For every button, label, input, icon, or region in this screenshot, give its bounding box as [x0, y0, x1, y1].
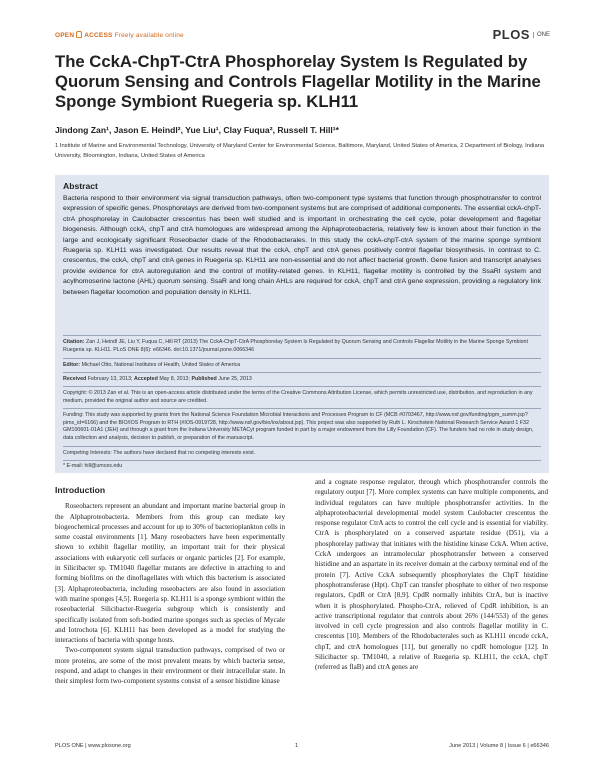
divider: [63, 446, 541, 447]
divider: [63, 335, 541, 336]
article-title: The CckA-ChpT-CtrA Phosphorelay System Is Regulated by Quorum Sensing and Controls Flagellar Motility in the Marine Sponge Symbiont Ruegeria sp. KLH11: [55, 52, 541, 111]
dates: [63, 376, 541, 384]
divider: [63, 408, 541, 409]
plos-one-label: ONE: [533, 32, 550, 38]
editor-text: Michael Otto, National Institutes of Health, United States of America: [81, 362, 241, 368]
abstract-box: [55, 175, 549, 473]
competing-interests: Competing Interests: The authors have declared that no competing interests exist.: [63, 450, 256, 456]
plos-brand: PLOS: [492, 27, 530, 42]
introduction-heading: Introduction: [55, 485, 106, 495]
abstract-text: Bacteria respond to their environment via signal transduction pathways, often two-component type systems that function through phosphotransfer to control expression of specific genes. Phosphorelays are derived from two-component systems but are comprised of additional components. The essential cckA-chpT-ctrA phosphorelay in Caulobacter crescentus has been well studied and is important in orchestrating the cell cycle, polar development and flagellar biogenesis. Although cckA, chpT and ctrA homologues are widespread among the Alphaproteobacteria, relatively few is known about their function in the large and ecologically significant Roseobacter clade of the Rhodobacterales. In this study the cckA-chpT-ctrA system of the marine sponge symbiont Ruegeria sp. KLH11 was investigated. Our results reveal that the cckA, chpT and ctrA genes positively control flagellar biosynthesis. In contrast to C. crescentus, the cckA, chpT and ctrA genes in Ruegeria sp. KLH11 are non-essential and do not affect bacterial growth. Gene fusion and transcript analyses provide evidence for ctrA autoregulation and the control of motility-related genes. In KLH11, flagellar motility is controlled by the SsaRI system and acylhomoserine lactone (AHL) quorum sensing. SsaR and long chain AHLs are required for cckA, chpT and ctrA gene expression, providing a regulatory link between flagellar locomotion and population density in KLH11.: [63, 195, 541, 296]
intro-paragraph-2: Two-component system signal transduction pathways, comprised of two or more proteins, are some of the most prevalent means by which bacteria sense, respond, and adapt to changes in their environment or their intracellular state. In their simplest form two-component systems consist of a sensor histidine kinase: [55, 646, 285, 686]
issue-info: June 2013 | Volume 8 | Issue 6 | e66346: [449, 743, 549, 749]
right-column: [315, 477, 548, 673]
free-online-label: Freely available online: [114, 32, 184, 39]
funding: Funding: This study was supported by grants from the National Science Foundation Microbial Interactions and Processes Program to CF (MCB #0703467, http://www.nsf.gov/funding/pgm_summ.jsp?pims_id=6166) and the BIO/IOS Program to RTH (#IOS-0919728, http://www.nsf.gov/bio/ios/about.jsp). This project was also supported by Ruth L. Kirschstein National Research Service Award 1 F32 GM100601-01A1 (JEH) and through a grant from the Indiana University METACyt program funded in part by a major endowment from the Lilly Foundation (CF). The funders had no role in study design, data collection and analysis, decision to publish, or preparation of the manuscript.: [63, 412, 534, 441]
divider: [63, 358, 541, 359]
abstract-heading: Abstract: [63, 181, 98, 191]
published-date: June 25, 2013: [218, 376, 252, 382]
citation-label: Citation:: [63, 339, 85, 345]
page-header: [55, 27, 550, 43]
editor: [63, 362, 541, 370]
journal-url[interactable]: PLOS ONE | www.plosone.org: [55, 743, 131, 749]
divider: [63, 372, 541, 373]
author-list: Jindong Zan¹, Jason E. Heindl², Yue Liu¹, Clay Fuqua², Russell T. Hill¹*: [55, 125, 339, 135]
received-label: Received: [63, 376, 87, 382]
editor-label: Editor:: [63, 362, 81, 368]
page-number: 1: [295, 743, 299, 749]
open-access-label: OPEN: [55, 32, 75, 39]
email: * E-mail: hill@umces.edu: [63, 463, 123, 469]
plos-logo[interactable]: [493, 27, 550, 42]
divider: [63, 386, 541, 387]
copyright: Copyright: © 2013 Zan et al. This is an open-access article distributed under the terms of the Creative Commons Attribution License, which permits unrestricted use, distribution, and reproduction in any medium, provided the original author and source are credited.: [63, 390, 533, 404]
open-lock-icon: [76, 31, 82, 38]
divider: [63, 460, 541, 461]
open-access-badge[interactable]: [55, 31, 184, 39]
citation: [63, 339, 541, 354]
intro-paragraph-1: Roseobacters represent an abundant and important marine bacterial group in the Alphaproteobacteria. Members from this group can mediate key biogeochemical processes and account for up to 30% of bacterioplankton cells in some coastal environments [1]. Many roseobacters have been experimentally shown to exhibit flagellar motility, an important trait for their physical associations with eukaryotic cell surfaces or organic particles [2]. For example, in Silicibacter sp. TM1040 flagellar mutants are defective in attaching to and forming biofilms on the dinoflagellates with which this bacterium is associated [3]. Alphaproteobacteria, including roseobacters are also found in association with marine sponges [4,5]. Ruegeria sp. KLH11 is a sponge symbiont within the roseobacterial Silicibacter-Ruegeria subgroup which is consistently and specifically isolated from soft-bodied marine sponges such as species of Mycale and Iotrochota [6]. KLH11 has been developed as a model for studying the interactions of bacteria with sponge hosts.: [55, 502, 285, 645]
affiliations: [55, 142, 555, 161]
intro-paragraph-3: and a cognate response regulator, through which phosphotransfer controls the regulatory output [7]. More complex systems can have multiple components, and individual regulators can have multiple phosphotransfer activities. In the alphaproteobacterial developmental model system Caulobacter crescentus the response regulator CtrA acts to control the cell cycle and is essential for viability. CtrA is phosphorylated on a conserved aspartate residue (D51), via a phosphorelay pathway that initiates with the histidine kinase CckA. When active, CckA undergoes an intramolecular phosphotransfer between a conserved histidine and an aspartate in its receiver domain at the carboxy terminal end of the protein [7]. Active CckA subsequently phosphorylates the ChpT histidine phosphotransferase (Hpt). ChpT can transfer phosphate to either of two response regulators, CpdR or CtrA [8,9]. CpdR normally inhibits CtrA, but is inactive when it is phosphorylated. Phospho-CtrA, relieved of CpdR inhibition, is an active transcriptional regulator that controls about 26% (144/553) of the genes involved in cell cycle progression and also controls flagellar motility in C. crescentus [10]. Members of the Rhodobacterales such as KLH11 encode cckA, chpT, and ctrA homologues [11], but generally no cpdR homologue [12]. In Silicibacter sp. TM1040, a relative of Ruegeria sp. KLH11, the cckA, chpT (referred as flaB) and ctrA genes are: [315, 478, 548, 672]
accepted-date: May 8, 2013;: [159, 376, 190, 382]
received-date: February 13, 2013;: [87, 376, 133, 382]
affiliation-2: 2 Department of Biology, Indiana University, Bloomington, Indiana, United States of America: [55, 143, 545, 159]
accepted-label: Accepted: [134, 376, 158, 382]
access-label: ACCESS: [84, 32, 113, 39]
left-column: [55, 485, 285, 687]
affiliation-1: 1 Institute of Marine and Environmental Technology, University of Maryland Center for Environmental Science, Baltimore, Maryland, United States of America,: [55, 143, 459, 149]
published-label: Published: [191, 376, 217, 382]
citation-text: Zan J, Heindl JE, Liu Y, Fuqua C, Hill RT (2013) The CckA-ChpT-CtrA Phosphorelay System Is Regulated by Quorum Sensing and Controls Flagellar Motility in the Marine Sponge Symbiont Ruegeria sp. KLH11. PLoS ONE 8(6): e66346. doi:10.1371/journal.pone.0066346: [63, 339, 528, 353]
